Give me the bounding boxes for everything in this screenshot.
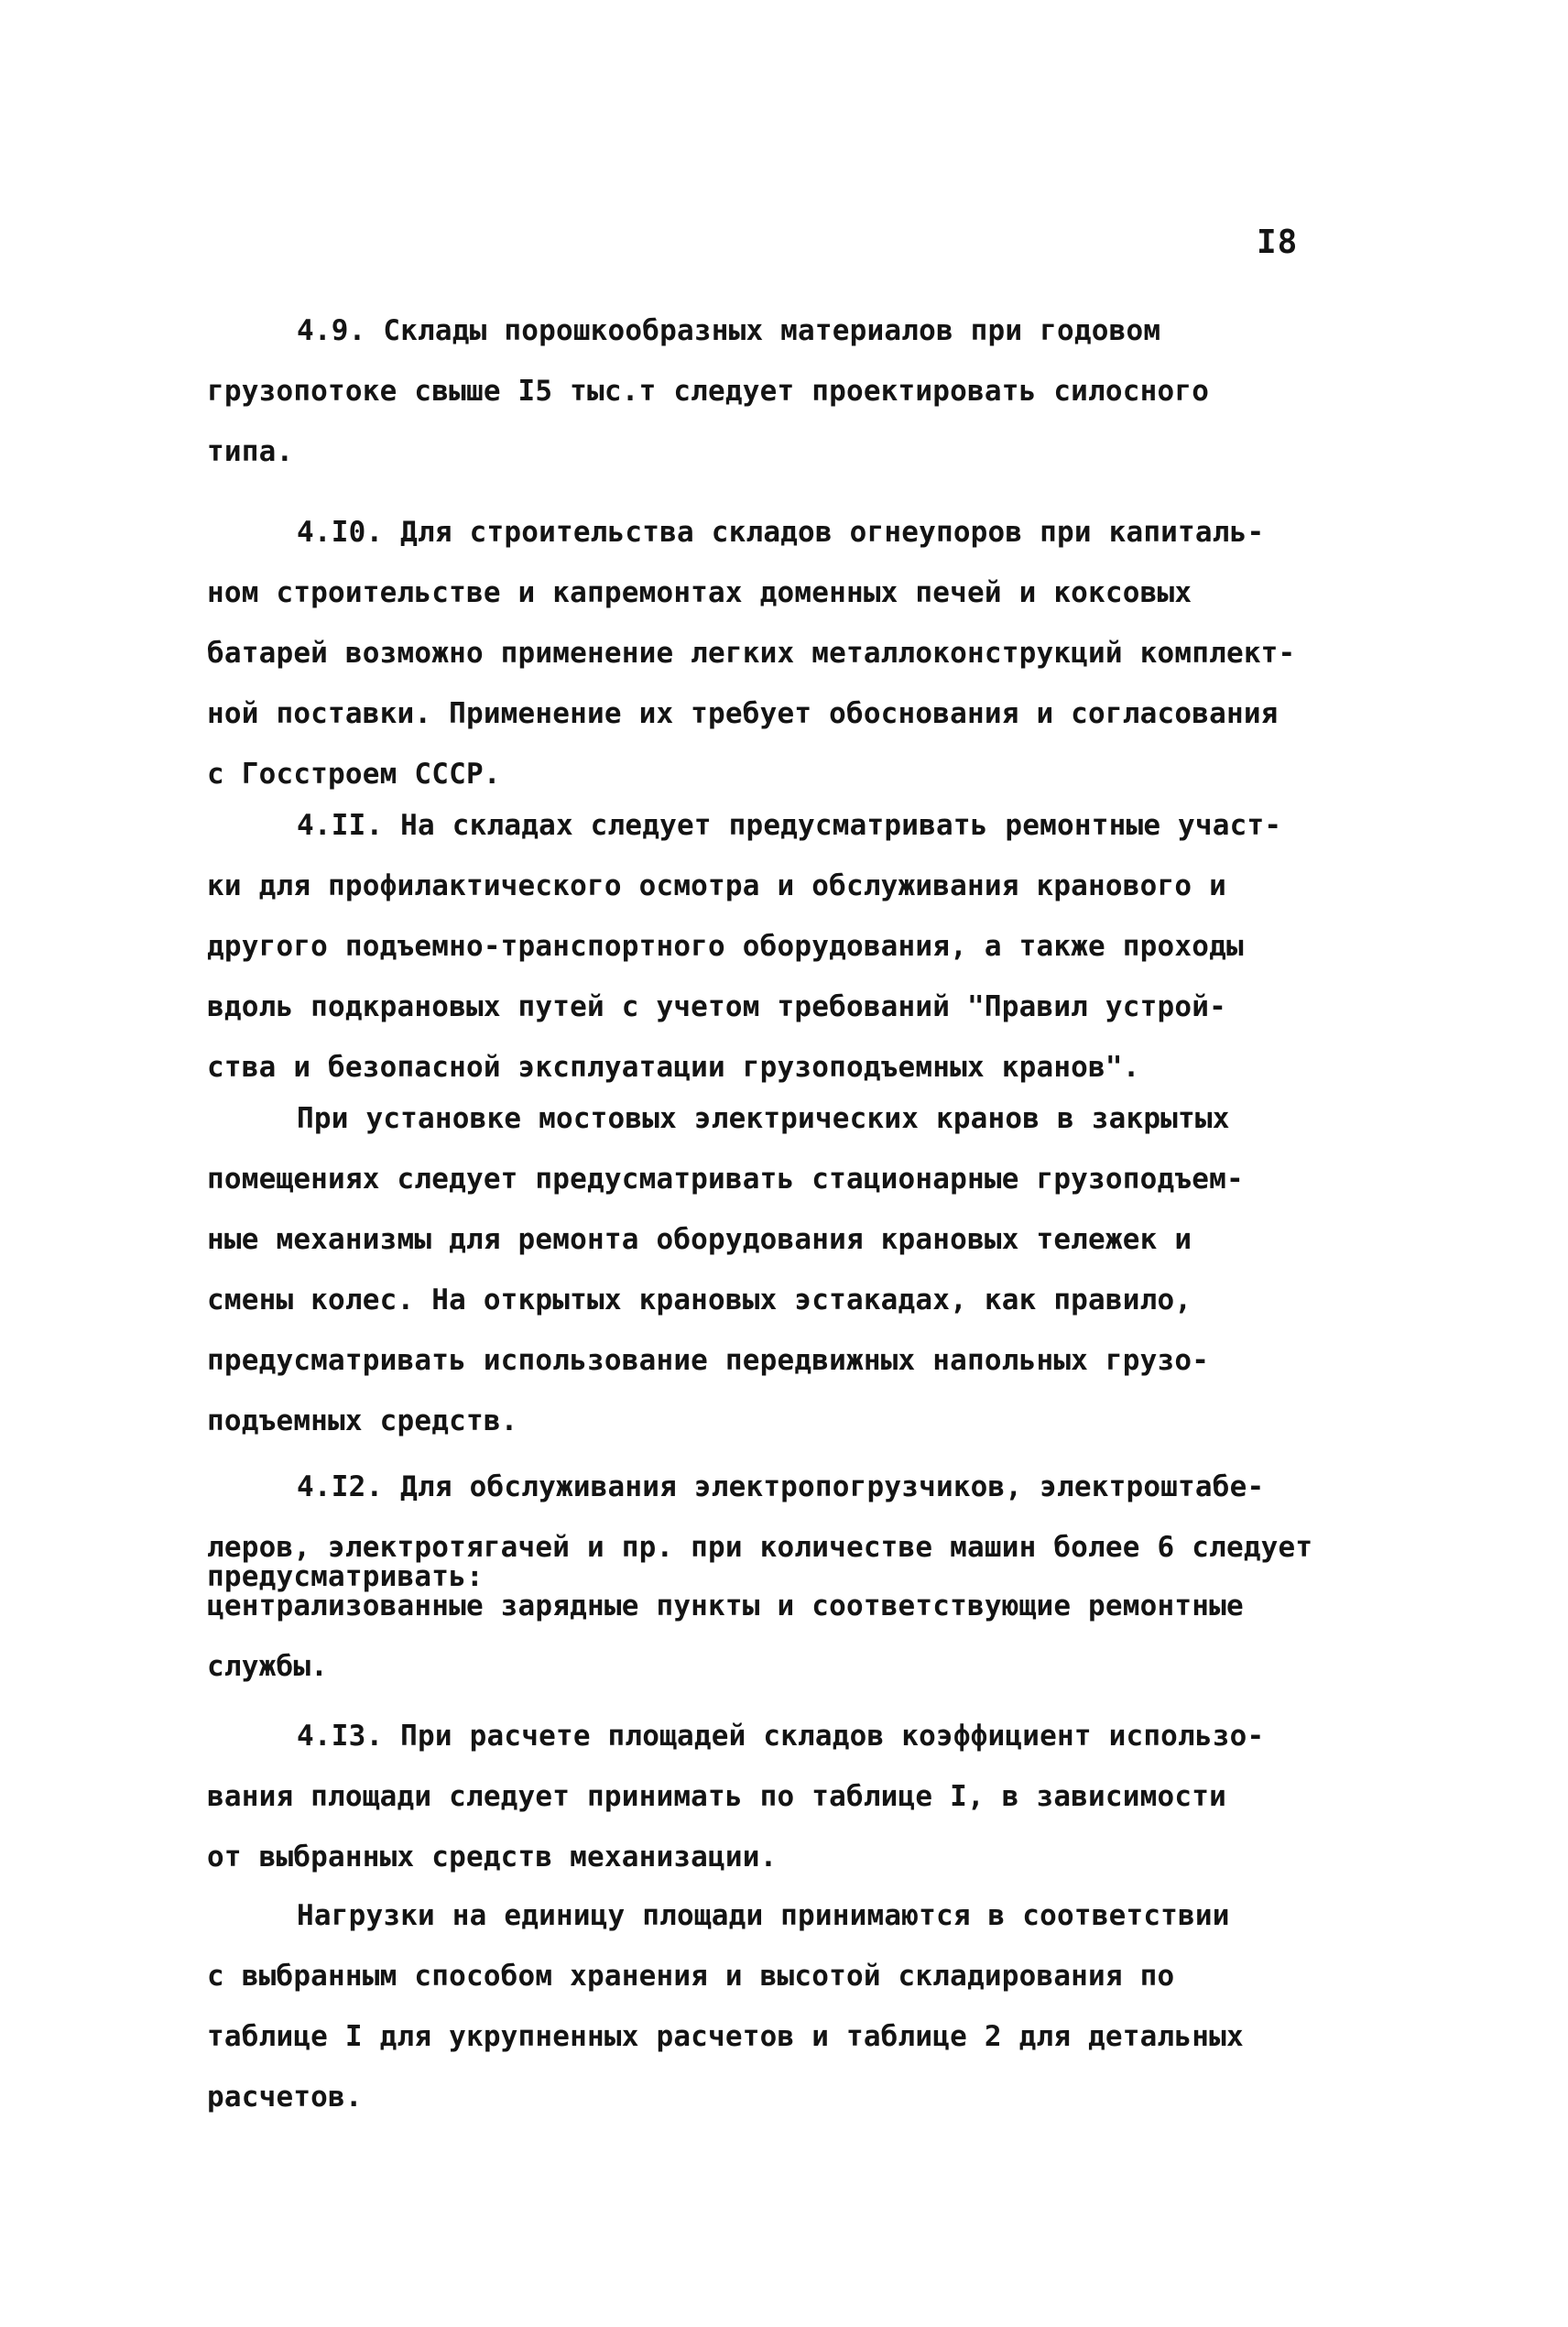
text-line: расчетов.	[207, 2081, 363, 2114]
text-line: помещениях следует предусматривать стационарные грузоподъем-	[207, 1163, 1244, 1196]
paragraph-4-12	[207, 1457, 1388, 1697]
page-number: I8	[1257, 224, 1299, 261]
text-line: службы.	[207, 1650, 329, 1683]
text-line: с Госстроем СССР.	[207, 758, 501, 791]
paragraph-loads	[207, 1885, 1388, 2127]
text-line: таблице I для укрупненных расчетов и таблице 2 для детальных	[207, 2020, 1244, 2053]
text-line: вания площади следует принимать по таблице I, в зависимости	[207, 1780, 1226, 1813]
text-line: 4.I0. Для строительства складов огнеупоров при капиталь-	[297, 516, 1265, 549]
text-line: ства и безопасной эксплуатации грузоподъемных кранов".	[207, 1051, 1140, 1084]
text-line: 4.I2. Для обслуживания электропогрузчиков, электроштабе-	[297, 1470, 1265, 1503]
text-line: При установке мостовых электрических кранов в закрытых	[297, 1102, 1230, 1135]
paragraph-4-13	[207, 1706, 1388, 1887]
text-line: централизованные зарядные пункты и соответствующие ремонтные	[207, 1590, 1244, 1622]
text-line: Нагрузки на единицу площади принимаются в соответствии	[297, 1899, 1230, 1932]
paragraph-4-10	[207, 502, 1388, 804]
text-line: с выбранным способом хранения и высотой складирования по	[207, 1960, 1175, 1993]
paragraph-crane-repair	[207, 1088, 1388, 1451]
text-line: 4.I3. При расчете площадей складов коэффициент использо-	[297, 1720, 1265, 1753]
text-line: подъемных средств.	[207, 1404, 518, 1437]
text-line: ном строительстве и капремонтах доменных печей и коксовых	[207, 576, 1192, 609]
text-line-overtyped: предусматривать:	[207, 1560, 484, 1593]
paragraph-4-9	[207, 300, 1388, 482]
text-line: типа.	[207, 435, 294, 468]
text-line: вдоль подкрановых путей с учетом требований "Правил устрой-	[207, 990, 1226, 1023]
paragraph-4-11	[207, 795, 1388, 1098]
text-line: 4.9. Склады порошкообразных материалов при годовом	[297, 314, 1161, 347]
text-line: другого подъемно-транспортного оборудования, а также проходы	[207, 930, 1244, 963]
text-line: батарей возможно применение легких металлоконструкций комплект-	[207, 637, 1296, 670]
text-line: смены колес. На открытых крановых эстакадах, как правило,	[207, 1284, 1192, 1316]
text-line: от выбранных средств механизации.	[207, 1841, 778, 1874]
text-line: грузопотоке свыше I5 тыс.т следует проектировать силосного	[207, 375, 1210, 408]
text-line: ной поставки. Применение их требует обоснования и согласования	[207, 697, 1279, 730]
text-line: предусматривать использование передвижных напольных грузо-	[207, 1344, 1210, 1377]
text-line: ные механизмы для ремонта оборудования крановых тележек и	[207, 1223, 1192, 1256]
text-line: ки для профилактического осмотра и обслуживания кранового и	[207, 869, 1226, 902]
text-line: 4.II. На складах следует предусматривать ремонтные участ-	[297, 809, 1282, 842]
text-line: леров, электротягачей и пр. при количестве машин более 6 следует	[207, 1531, 1313, 1564]
